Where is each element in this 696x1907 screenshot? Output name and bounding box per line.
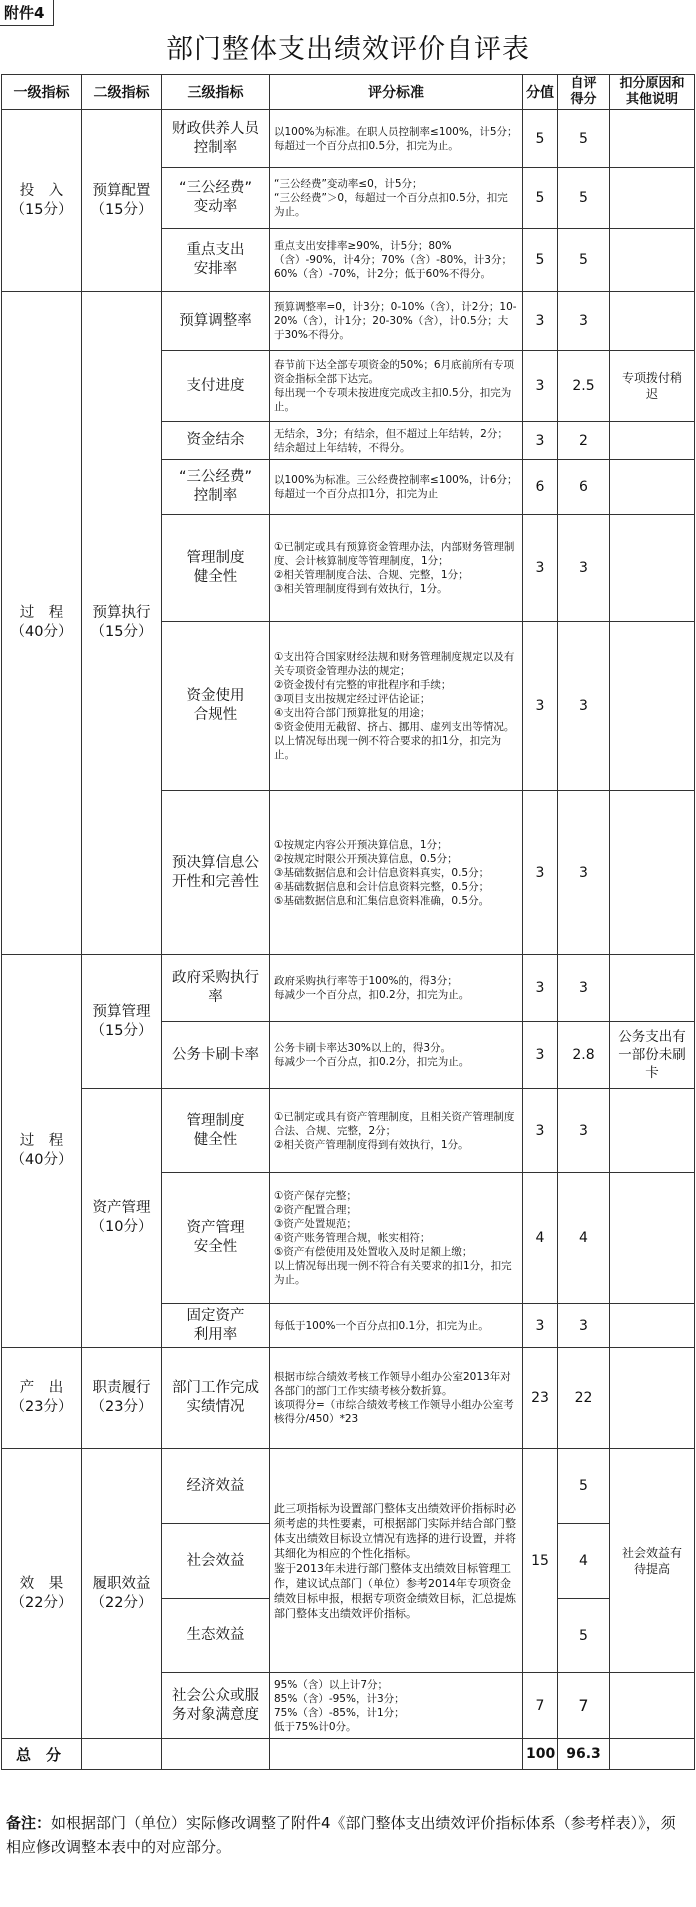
- header-l1: 一级指标: [2, 75, 82, 110]
- self-score-cell: 5: [558, 110, 610, 168]
- indicator-cell: 财政供养人员 控制率: [162, 110, 270, 168]
- self-score-cell: 2.5: [558, 351, 610, 422]
- criteria-cell: 以100%为标准。三公经费控制率≤100%，计6分； 每超过一个百分点扣1分，扣完为止: [270, 460, 523, 515]
- level2-cell: 职责履行 （23分）: [82, 1348, 162, 1449]
- criteria-cell: 政府采购执行率等于100%的，得3分； 每减少一个百分点，扣0.2分，扣完为止。: [270, 955, 523, 1022]
- criteria-cell: 预算调整率=0，计3分；0-10%（含），计2分；10-20%（含），计1分；20-30%（含），计0.5分；大于30%不得分。: [270, 292, 523, 351]
- level2-cell: 预算执行 （15分）: [82, 292, 162, 955]
- note-cell: 社会效益有 待提高: [610, 1449, 695, 1673]
- score-cell: 3: [523, 791, 558, 955]
- note-cell: [610, 422, 695, 460]
- remark-text: 如根据部门（单位）实际修改调整了附件4《部门整体支出绩效评价指标体系（参考样表）》，须相应修改调整本表中的对应部分。: [6, 1814, 676, 1856]
- level2-cell: 履职效益 （22分）: [82, 1449, 162, 1739]
- indicator-cell: 预决算信息公 开性和完善性: [162, 791, 270, 955]
- table-row: [2, 1089, 695, 1173]
- attachment-label: 附件4: [0, 0, 54, 26]
- remark: [6, 1811, 690, 1859]
- note-cell: [610, 1673, 695, 1739]
- indicator-cell: 资金使用 合规性: [162, 622, 270, 791]
- score-cell: 3: [523, 515, 558, 622]
- self-score-cell: 4: [558, 1524, 610, 1599]
- header-score: 分值: [523, 75, 558, 110]
- indicator-cell: 管理制度 健全性: [162, 1089, 270, 1173]
- indicator-cell: “三公经费” 变动率: [162, 168, 270, 229]
- self-score-cell: 5: [558, 229, 610, 292]
- self-score-cell: 7: [558, 1673, 610, 1739]
- score-cell: 5: [523, 229, 558, 292]
- total-label: 总 分: [2, 1739, 82, 1770]
- table-row: [2, 1348, 695, 1449]
- criteria-cell: 根据市综合绩效考核工作领导小组办公室2013年对各部门的部门工作实绩考核分数折算。 该项得分=（市综合绩效考核工作领导小组办公室考核得分/450）*23: [270, 1348, 523, 1449]
- criteria-cell: ①按规定内容公开预决算信息，1分； ②按规定时限公开预决算信息，0.5分； ③基础数据信息和会计信息资料真实，0.5分； ④基础数据信息和会计信息资料完整，0.5分； ⑤基础数据信息和汇集信息资料准确，0.5分。: [270, 791, 523, 955]
- indicator-cell: 管理制度 健全性: [162, 515, 270, 622]
- total-row: [2, 1739, 695, 1770]
- indicator-cell: 资产管理 安全性: [162, 1173, 270, 1304]
- note-cell: [610, 1089, 695, 1173]
- self-score-cell: 3: [558, 791, 610, 955]
- criteria-cell: 无结余，3分；有结余，但不超过上年结转，2分；结余超过上年结转，不得分。: [270, 422, 523, 460]
- note-cell: [610, 791, 695, 955]
- indicator-cell: 固定资产 利用率: [162, 1304, 270, 1348]
- level2-cell: 预算配置 （15分）: [82, 110, 162, 292]
- score-cell: 3: [523, 955, 558, 1022]
- score-cell: 3: [523, 422, 558, 460]
- header-criteria: 评分标准: [270, 75, 523, 110]
- criteria-cell: “三公经费”变动率≤0，计5分； “三公经费”＞0，每超过一个百分点扣0.5分，扣完为止。: [270, 168, 523, 229]
- note-cell: 专项拨付稍 迟: [610, 351, 695, 422]
- self-score-cell: 3: [558, 955, 610, 1022]
- note-cell: [610, 110, 695, 168]
- criteria-cell: 此三项指标为设置部门整体支出绩效评价指标时必须考虑的共性要素，可根据部门实际并结合部门整体支出绩效目标设立情况有选择的进行设置，并将其细化为相应的个性化指标。 鉴于2013年未进行部门整体支出绩效目标管理工作，建议试点部门（单位）参考2014年专项资金绩效目标申报，根据专项资金绩效目标，汇总提炼部门整体支出绩效评价指标。: [270, 1449, 523, 1673]
- note-cell: 公务支出有 一部份未刷 卡: [610, 1022, 695, 1089]
- indicator-cell: 政府采购执行 率: [162, 955, 270, 1022]
- empty-cell: [270, 1739, 523, 1770]
- score-cell: 3: [523, 1089, 558, 1173]
- table-row: [2, 110, 695, 168]
- level2-cell: 预算管理 （15分）: [82, 955, 162, 1089]
- remark-label: 备注：: [6, 1814, 52, 1832]
- score-cell: 3: [523, 292, 558, 351]
- header-l2: 二级指标: [82, 75, 162, 110]
- score-cell: 3: [523, 1022, 558, 1089]
- criteria-cell: 每低于100%一个百分点扣0.1分，扣完为止。: [270, 1304, 523, 1348]
- note-cell: [610, 955, 695, 1022]
- note-cell: [610, 1304, 695, 1348]
- indicator-cell: 生态效益: [162, 1599, 270, 1673]
- header-row: [2, 75, 695, 110]
- score-cell: 7: [523, 1673, 558, 1739]
- indicator-cell: 社会效益: [162, 1524, 270, 1599]
- criteria-cell: 公务卡刷卡率达30%以上的，得3分。 每减少一个百分点，扣0.2分，扣完为止。: [270, 1022, 523, 1089]
- note-cell: [610, 168, 695, 229]
- indicator-cell: 社会公众或服 务对象满意度: [162, 1673, 270, 1739]
- self-score-cell: 4: [558, 1173, 610, 1304]
- table-row: [2, 955, 695, 1022]
- indicator-cell: 支付进度: [162, 351, 270, 422]
- criteria-cell: ①已制定或具有预算资金管理办法，内部财务管理制度、会计核算制度等管理制度，1分； ②相关管理制度合法、合规、完整，1分； ③相关管理制度得到有效执行，1分。: [270, 515, 523, 622]
- criteria-cell: ①已制定或具有资产管理制度，且相关资产管理制度合法、合规、完整，2分； ②相关资产管理制度得到有效执行，1分。: [270, 1089, 523, 1173]
- level1-cell: 过 程 （40分）: [2, 292, 82, 955]
- criteria-cell: ①资产保存完整； ②资产配置合理； ③资产处置规范； ④资产账务管理合规，帐实相符； ⑤资产有偿使用及处置收入及时足额上缴； 以上情况每出现一例不符合有关要求的扣1分，扣完为止。: [270, 1173, 523, 1304]
- indicator-cell: 重点支出 安排率: [162, 229, 270, 292]
- self-score-cell: 6: [558, 460, 610, 515]
- header-note: 扣分原因和 其他说明: [610, 75, 695, 110]
- self-score-cell: 3: [558, 515, 610, 622]
- score-cell: 5: [523, 110, 558, 168]
- evaluation-table: [1, 74, 695, 1770]
- indicator-cell: 公务卡刷卡率: [162, 1022, 270, 1089]
- level1-cell: 效 果 （22分）: [2, 1449, 82, 1739]
- criteria-cell: 重点支出安排率≥90%，计5分；80%（含）-90%，计4分；70%（含）-80%，计3分；60%（含）-70%，计2分；低于60%不得分。: [270, 229, 523, 292]
- indicator-cell: 经济效益: [162, 1449, 270, 1524]
- score-cell: 5: [523, 168, 558, 229]
- table-row: [2, 1449, 695, 1524]
- level1-cell: 投 入 （15分）: [2, 110, 82, 292]
- self-score-cell: 22: [558, 1348, 610, 1449]
- table-row: [2, 292, 695, 351]
- total-score: 100: [523, 1739, 558, 1770]
- empty-cell: [82, 1739, 162, 1770]
- indicator-cell: 预算调整率: [162, 292, 270, 351]
- page-title: 部门整体支出绩效评价自评表: [166, 34, 530, 65]
- note-cell: [610, 1348, 695, 1449]
- criteria-cell: 以100%为标准。在职人员控制率≤100%，计5分；每超过一个百分点扣0.5分，扣完为止。: [270, 110, 523, 168]
- note-cell: [610, 515, 695, 622]
- score-cell: 23: [523, 1348, 558, 1449]
- empty-cell: [610, 1739, 695, 1770]
- score-cell: 6: [523, 460, 558, 515]
- indicator-cell: 资金结余: [162, 422, 270, 460]
- self-score-cell: 3: [558, 1304, 610, 1348]
- self-score-cell: 2.8: [558, 1022, 610, 1089]
- header-self-score: 自评 得分: [558, 75, 610, 110]
- self-score-cell: 5: [558, 1449, 610, 1524]
- criteria-cell: 春节前下达全部专项资金的50%；6月底前所有专项资金指标全部下达完。 每出现一个专项未按进度完成改主扣0.5分，扣完为止。: [270, 351, 523, 422]
- score-cell: 4: [523, 1173, 558, 1304]
- level1-cell: 产 出 （23分）: [2, 1348, 82, 1449]
- level1-cell: 过 程 （40分）: [2, 955, 82, 1348]
- self-score-cell: 2: [558, 422, 610, 460]
- note-cell: [610, 622, 695, 791]
- criteria-cell: 95%（含）以上计7分； 85%（含）-95%，计3分； 75%（含）-85%，计1分； 低于75%计0分。: [270, 1673, 523, 1739]
- note-cell: [610, 229, 695, 292]
- empty-cell: [162, 1739, 270, 1770]
- score-cell: 3: [523, 622, 558, 791]
- level2-cell: 资产管理 （10分）: [82, 1089, 162, 1348]
- score-cell: 15: [523, 1449, 558, 1673]
- self-score-cell: 3: [558, 1089, 610, 1173]
- note-cell: [610, 460, 695, 515]
- note-cell: [610, 292, 695, 351]
- self-score-cell: 3: [558, 622, 610, 791]
- indicator-cell: “三公经费” 控制率: [162, 460, 270, 515]
- self-score-cell: 5: [558, 168, 610, 229]
- indicator-cell: 部门工作完成 实绩情况: [162, 1348, 270, 1449]
- header-l3: 三级指标: [162, 75, 270, 110]
- criteria-cell: ①支出符合国家财经法规和财务管理制度规定以及有关专项资金管理办法的规定； ②资金拨付有完整的审批程序和手续； ③项目支出按规定经过评估论证； ④支出符合部门预算批复的用途； ⑤资金使用无截留、挤占、挪用、虚列支出等情况。 以上情况每出现一例不符合要求的扣1分，扣完为止。: [270, 622, 523, 791]
- score-cell: 3: [523, 351, 558, 422]
- self-score-cell: 5: [558, 1599, 610, 1673]
- note-cell: [610, 1173, 695, 1304]
- self-score-cell: 3: [558, 292, 610, 351]
- total-self-score: 96.3: [558, 1739, 610, 1770]
- score-cell: 3: [523, 1304, 558, 1348]
